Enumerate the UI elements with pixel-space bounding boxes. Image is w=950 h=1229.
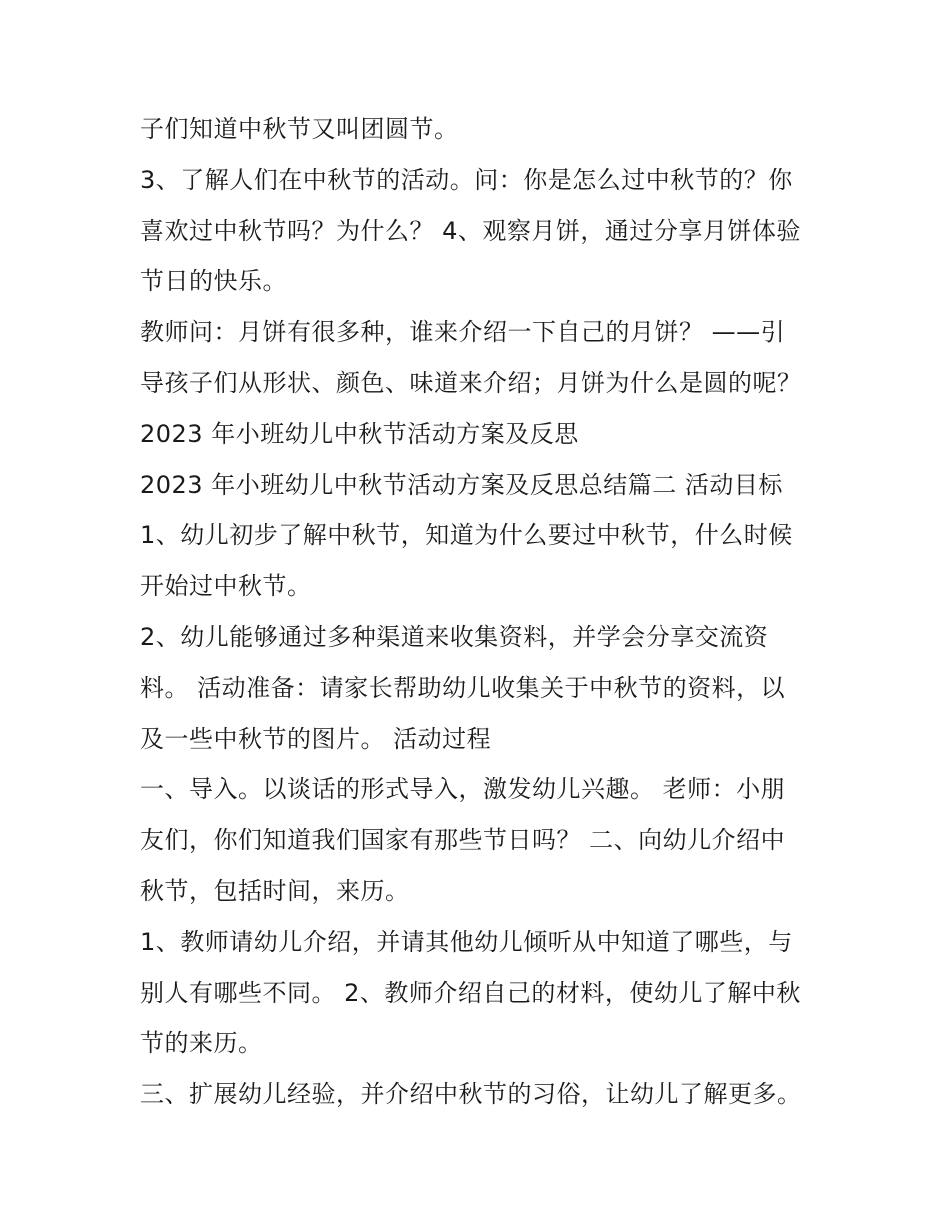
text-line: 2、幼儿能够通过多种渠道来收集资料，并学会分享交流资: [140, 622, 769, 651]
text-line: 子们知道中秋节又叫团圆节。: [140, 115, 459, 143]
text-line: 节的来历。: [140, 1029, 263, 1058]
text-line: 友们，你们知道我们国家有那些节日吗？ 二、向幼儿介绍中: [140, 826, 786, 855]
text-line: 秋节，包括时间，来历。: [140, 876, 410, 905]
text-line: 3、了解人们在中秋节的活动。问：你是怎么过中秋节的？你: [140, 165, 793, 194]
text-line: 导孩子们从形状、颜色、味道来介绍；月饼为什么是圆的呢？: [140, 368, 802, 397]
text-line: 料。 活动准备：请家长帮助幼儿收集关于中秋节的资料，以: [140, 673, 786, 702]
text-line: 一、导入。以谈话的形式导入，激发幼儿兴趣。 老师：小朋: [140, 775, 786, 804]
text-line: 1、教师请幼儿介绍，并请其他幼儿倾听从中知道了哪些，与: [140, 927, 793, 956]
section-title: 2023 年小班幼儿中秋节活动方案及反思总结篇二 活动目标: [140, 470, 783, 499]
text-line: 及一些中秋节的图片。 活动过程: [140, 724, 492, 753]
text-line: 别人有哪些不同。 2、教师介绍自己的材料，使幼儿了解中秋: [140, 978, 801, 1007]
text-line: 教师问：月饼有很多种，谁来介绍一下自己的月饼？ ——引: [140, 318, 786, 347]
text-line: 三、扩展幼儿经验，并介绍中秋节的习俗，让幼儿了解更多。: [140, 1080, 802, 1109]
text-line: 1、幼儿初步了解中秋节，知道为什么要过中秋节，什么时候: [140, 521, 793, 550]
text-line: 喜欢过中秋节吗？为什么？ 4、观察月饼，通过分享月饼体验: [140, 216, 801, 245]
text-line: 节日的快乐。: [140, 267, 287, 296]
section-title: 2023 年小班幼儿中秋节活动方案及反思: [140, 419, 579, 448]
text-line: 开始过中秋节。: [140, 572, 312, 601]
document-body: [140, 104, 820, 1120]
